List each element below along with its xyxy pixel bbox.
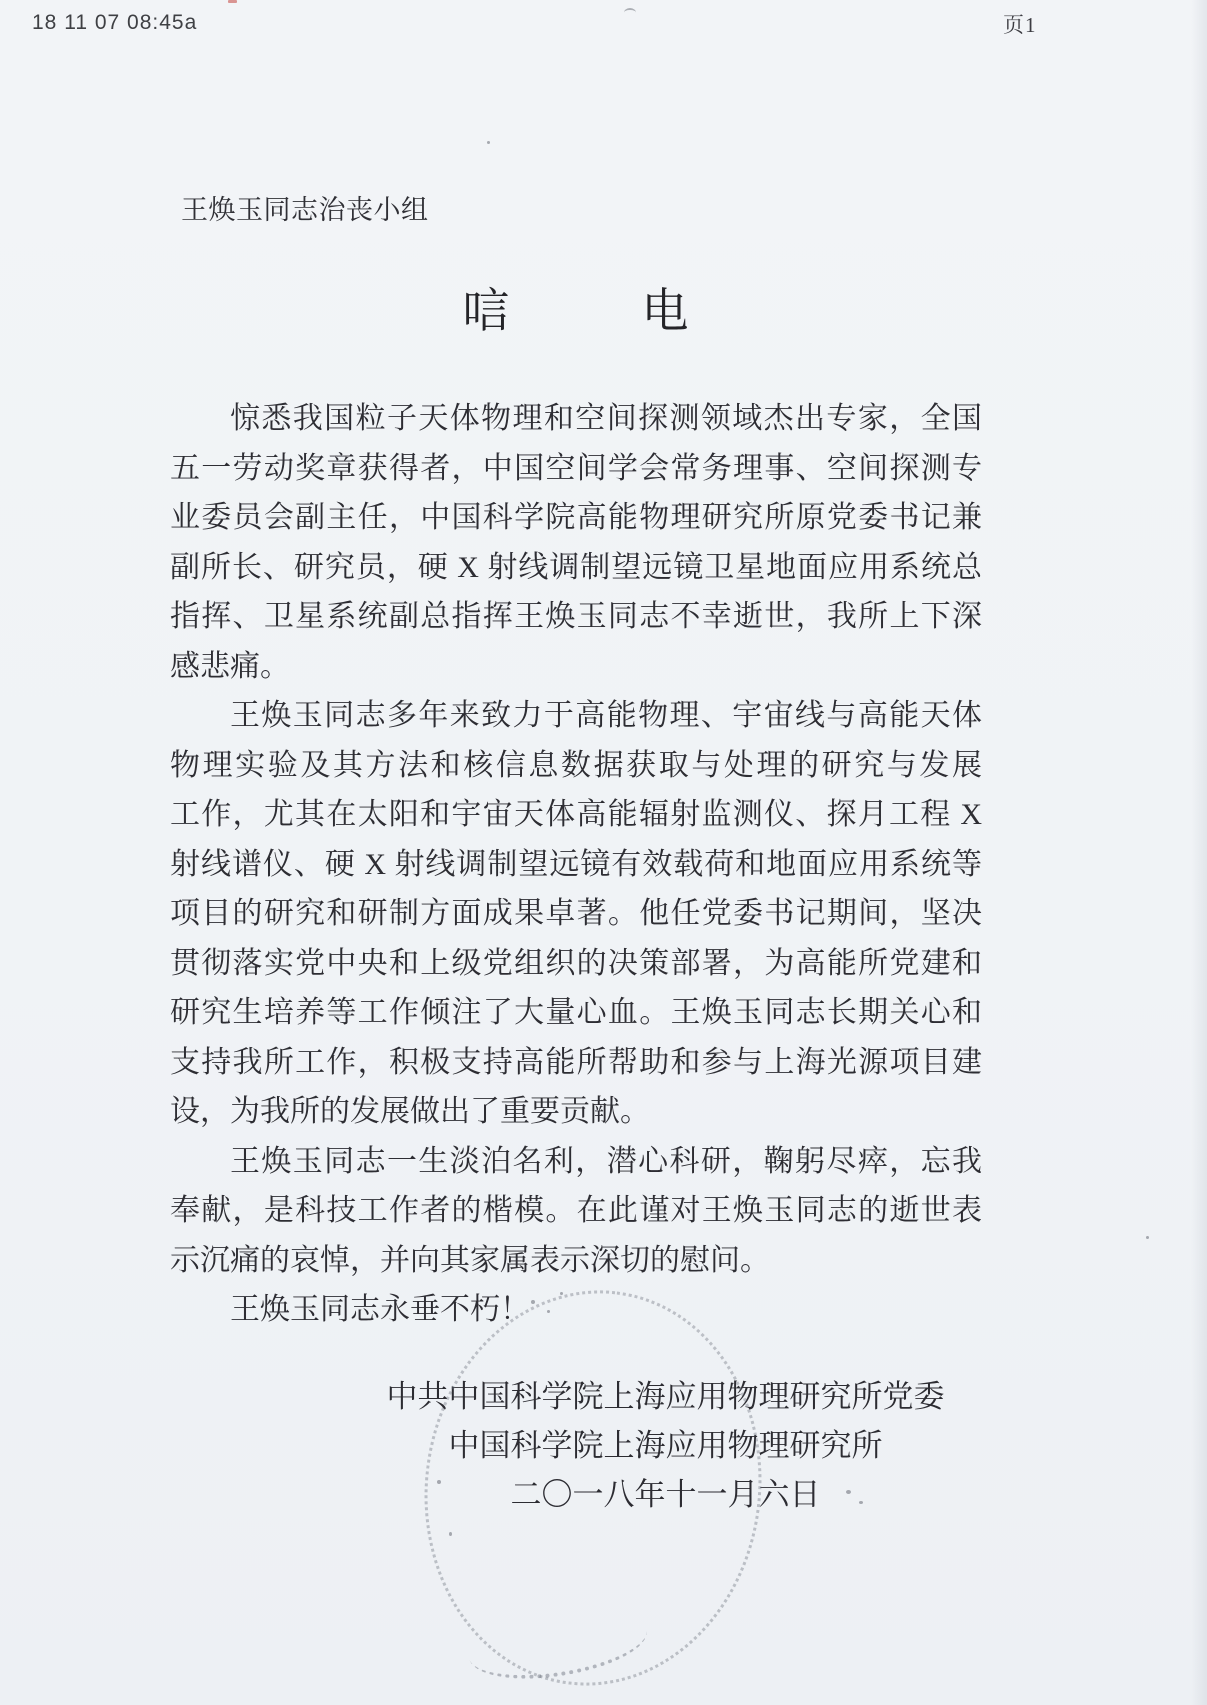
- signature-block: [383, 1372, 948, 1519]
- body-line: 设，为我所的发展做出了重要贡献。: [170, 1095, 650, 1128]
- body-line: 示沉痛的哀悼，并向其家属表示深切的慰问。: [170, 1243, 770, 1277]
- signature-date: 二〇一八年十一月六日: [510, 1477, 821, 1512]
- scan-artifact-speck: [1146, 1236, 1149, 1239]
- body-line: 指挥、卫星系统副总指挥王焕玉同志不幸逝世，我所上下深: [170, 600, 982, 633]
- fax-timestamp: 18 11 07 08:45a: [32, 11, 198, 34]
- body-line: 支持我所工作，积极支持高能所帮助和参与上海光源项目建: [170, 1045, 982, 1079]
- signature-institute: 中国科学院上海应用物理研究所: [448, 1428, 883, 1463]
- title-char-1: 唁: [462, 286, 510, 338]
- scan-artifact-speck: [228, 0, 237, 3]
- slogan-line: 王焕玉同志永垂不朽！: [230, 1293, 530, 1326]
- title-char-2: 电: [641, 286, 689, 338]
- body-line: 工作，尤其在太阳和宇宙天体高能辐射监测仪、探月工程 X: [170, 798, 982, 831]
- body-line: 五一劳动奖章获得者，中国空间学会常务理事、空间探测专: [170, 451, 982, 485]
- body-line: 副所长、研究员，硬 X 射线调制望远镜卫星地面应用系统总: [170, 550, 982, 584]
- letter-body: [170, 394, 982, 1335]
- addressee-line: 王焕玉同志治丧小组: [181, 195, 429, 225]
- body-line: 研究生培养等工作倾注了大量心血。王焕玉同志长期关心和: [170, 996, 982, 1029]
- scan-artifact-speck: [449, 1532, 452, 1536]
- scan-artifact-speck: [624, 8, 636, 17]
- body-line: 项目的研究和研制方面成果卓著。他任党委书记期间，坚决: [170, 897, 982, 930]
- body-line: 物理实验及其方法和核信息数据获取与处理的研究与发展: [170, 748, 982, 782]
- body-line: 王焕玉同志多年来致力于高能物理、宇宙线与高能天体: [230, 699, 982, 732]
- body-line: 王焕玉同志一生淡泊名利，潜心科研，鞠躬尽瘁，忘我: [230, 1144, 982, 1178]
- signature-party-committee: 中共中国科学院上海应用物理研究所党委: [386, 1379, 945, 1414]
- body-line: 奉献，是科技工作者的楷模。在此谨对王焕玉同志的逝世表: [170, 1194, 982, 1227]
- page-number-label: 页1: [1003, 13, 1037, 37]
- letter-title: [0, 282, 1207, 342]
- scan-artifact-speck: [487, 141, 490, 144]
- body-line: 贯彻落实党中央和上级党组织的决策部署，为高能所党建和: [170, 946, 982, 980]
- body-line: 射线谱仪、硬 X 射线调制望远镜有效载荷和地面应用系统等: [170, 847, 982, 881]
- seal-stamp-smudge: [464, 1598, 652, 1689]
- body-line: 惊悉我国粒子天体物理和空间探测领域杰出专家，全国: [230, 402, 982, 435]
- body-line: 业委员会副主任，中国科学院高能物理研究所原党委书记兼: [170, 501, 982, 534]
- body-line: 感悲痛。: [170, 649, 290, 683]
